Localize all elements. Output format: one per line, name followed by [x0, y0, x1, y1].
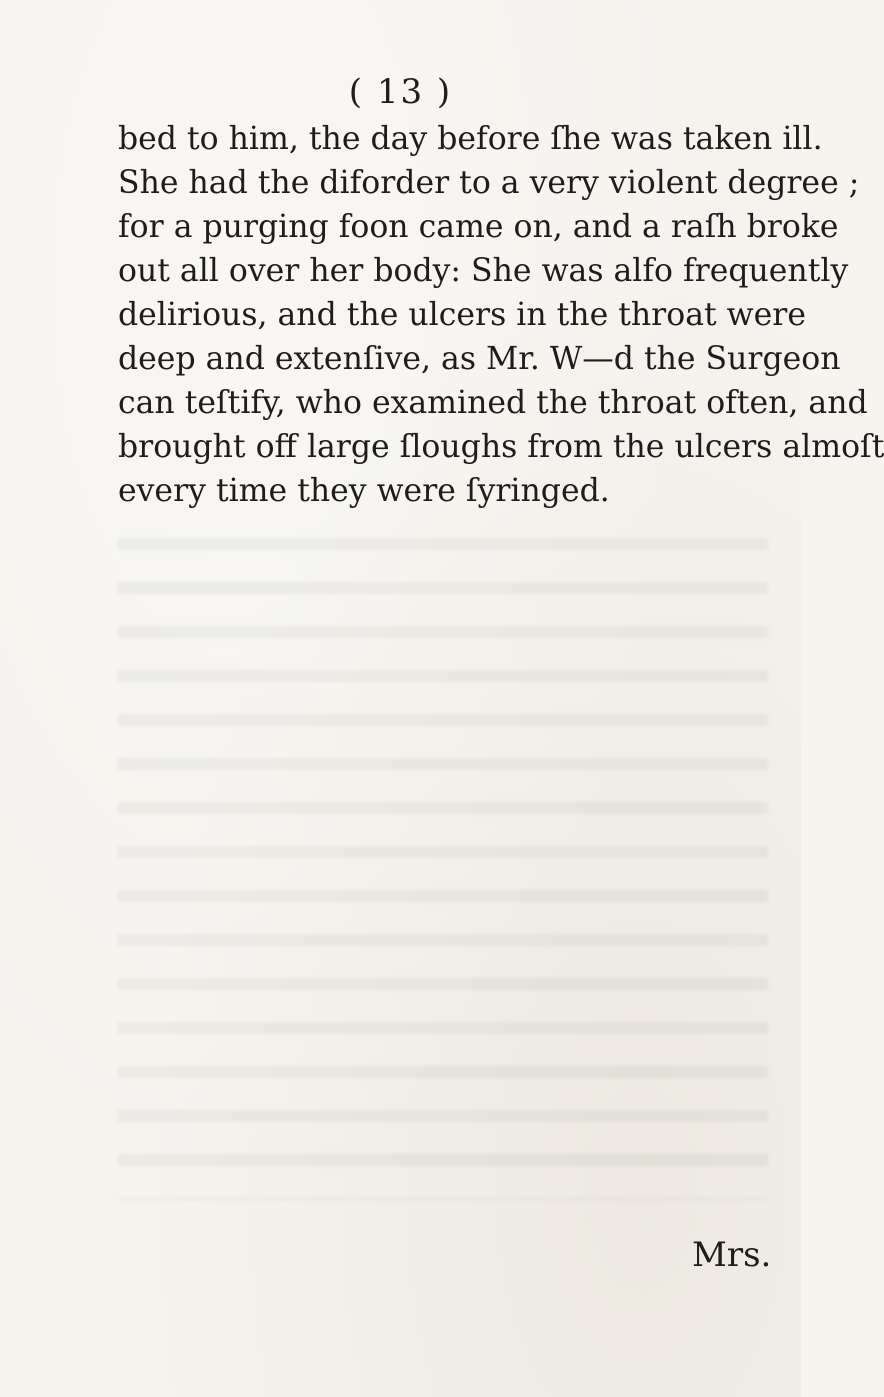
text-line: for a purging foon came on, and a raſh broke — [118, 209, 839, 245]
text-line: can teſtify, who examined the throat often, and — [118, 385, 868, 421]
catchword: Mrs. — [692, 1235, 772, 1275]
body-text — [118, 117, 884, 513]
text-line: brought off large ſloughs from the ulcers almoſt — [118, 429, 884, 465]
text-line: delirious, and the ulcers in the throat were — [118, 297, 806, 333]
text-line: out all over her body: She was alfo frequently — [118, 253, 849, 289]
text-line: bed to him, the day before ſhe was taken ill. — [118, 121, 823, 157]
page-number: ( 13 ) — [348, 72, 453, 112]
show-through-texture — [118, 520, 768, 1200]
text-line: She had the diforder to a very violent degree ; — [118, 165, 860, 201]
text-line: every time they were ſyringed. — [118, 473, 610, 509]
text-line: deep and extenſive, as Mr. W—d the Surgeon — [118, 341, 841, 377]
